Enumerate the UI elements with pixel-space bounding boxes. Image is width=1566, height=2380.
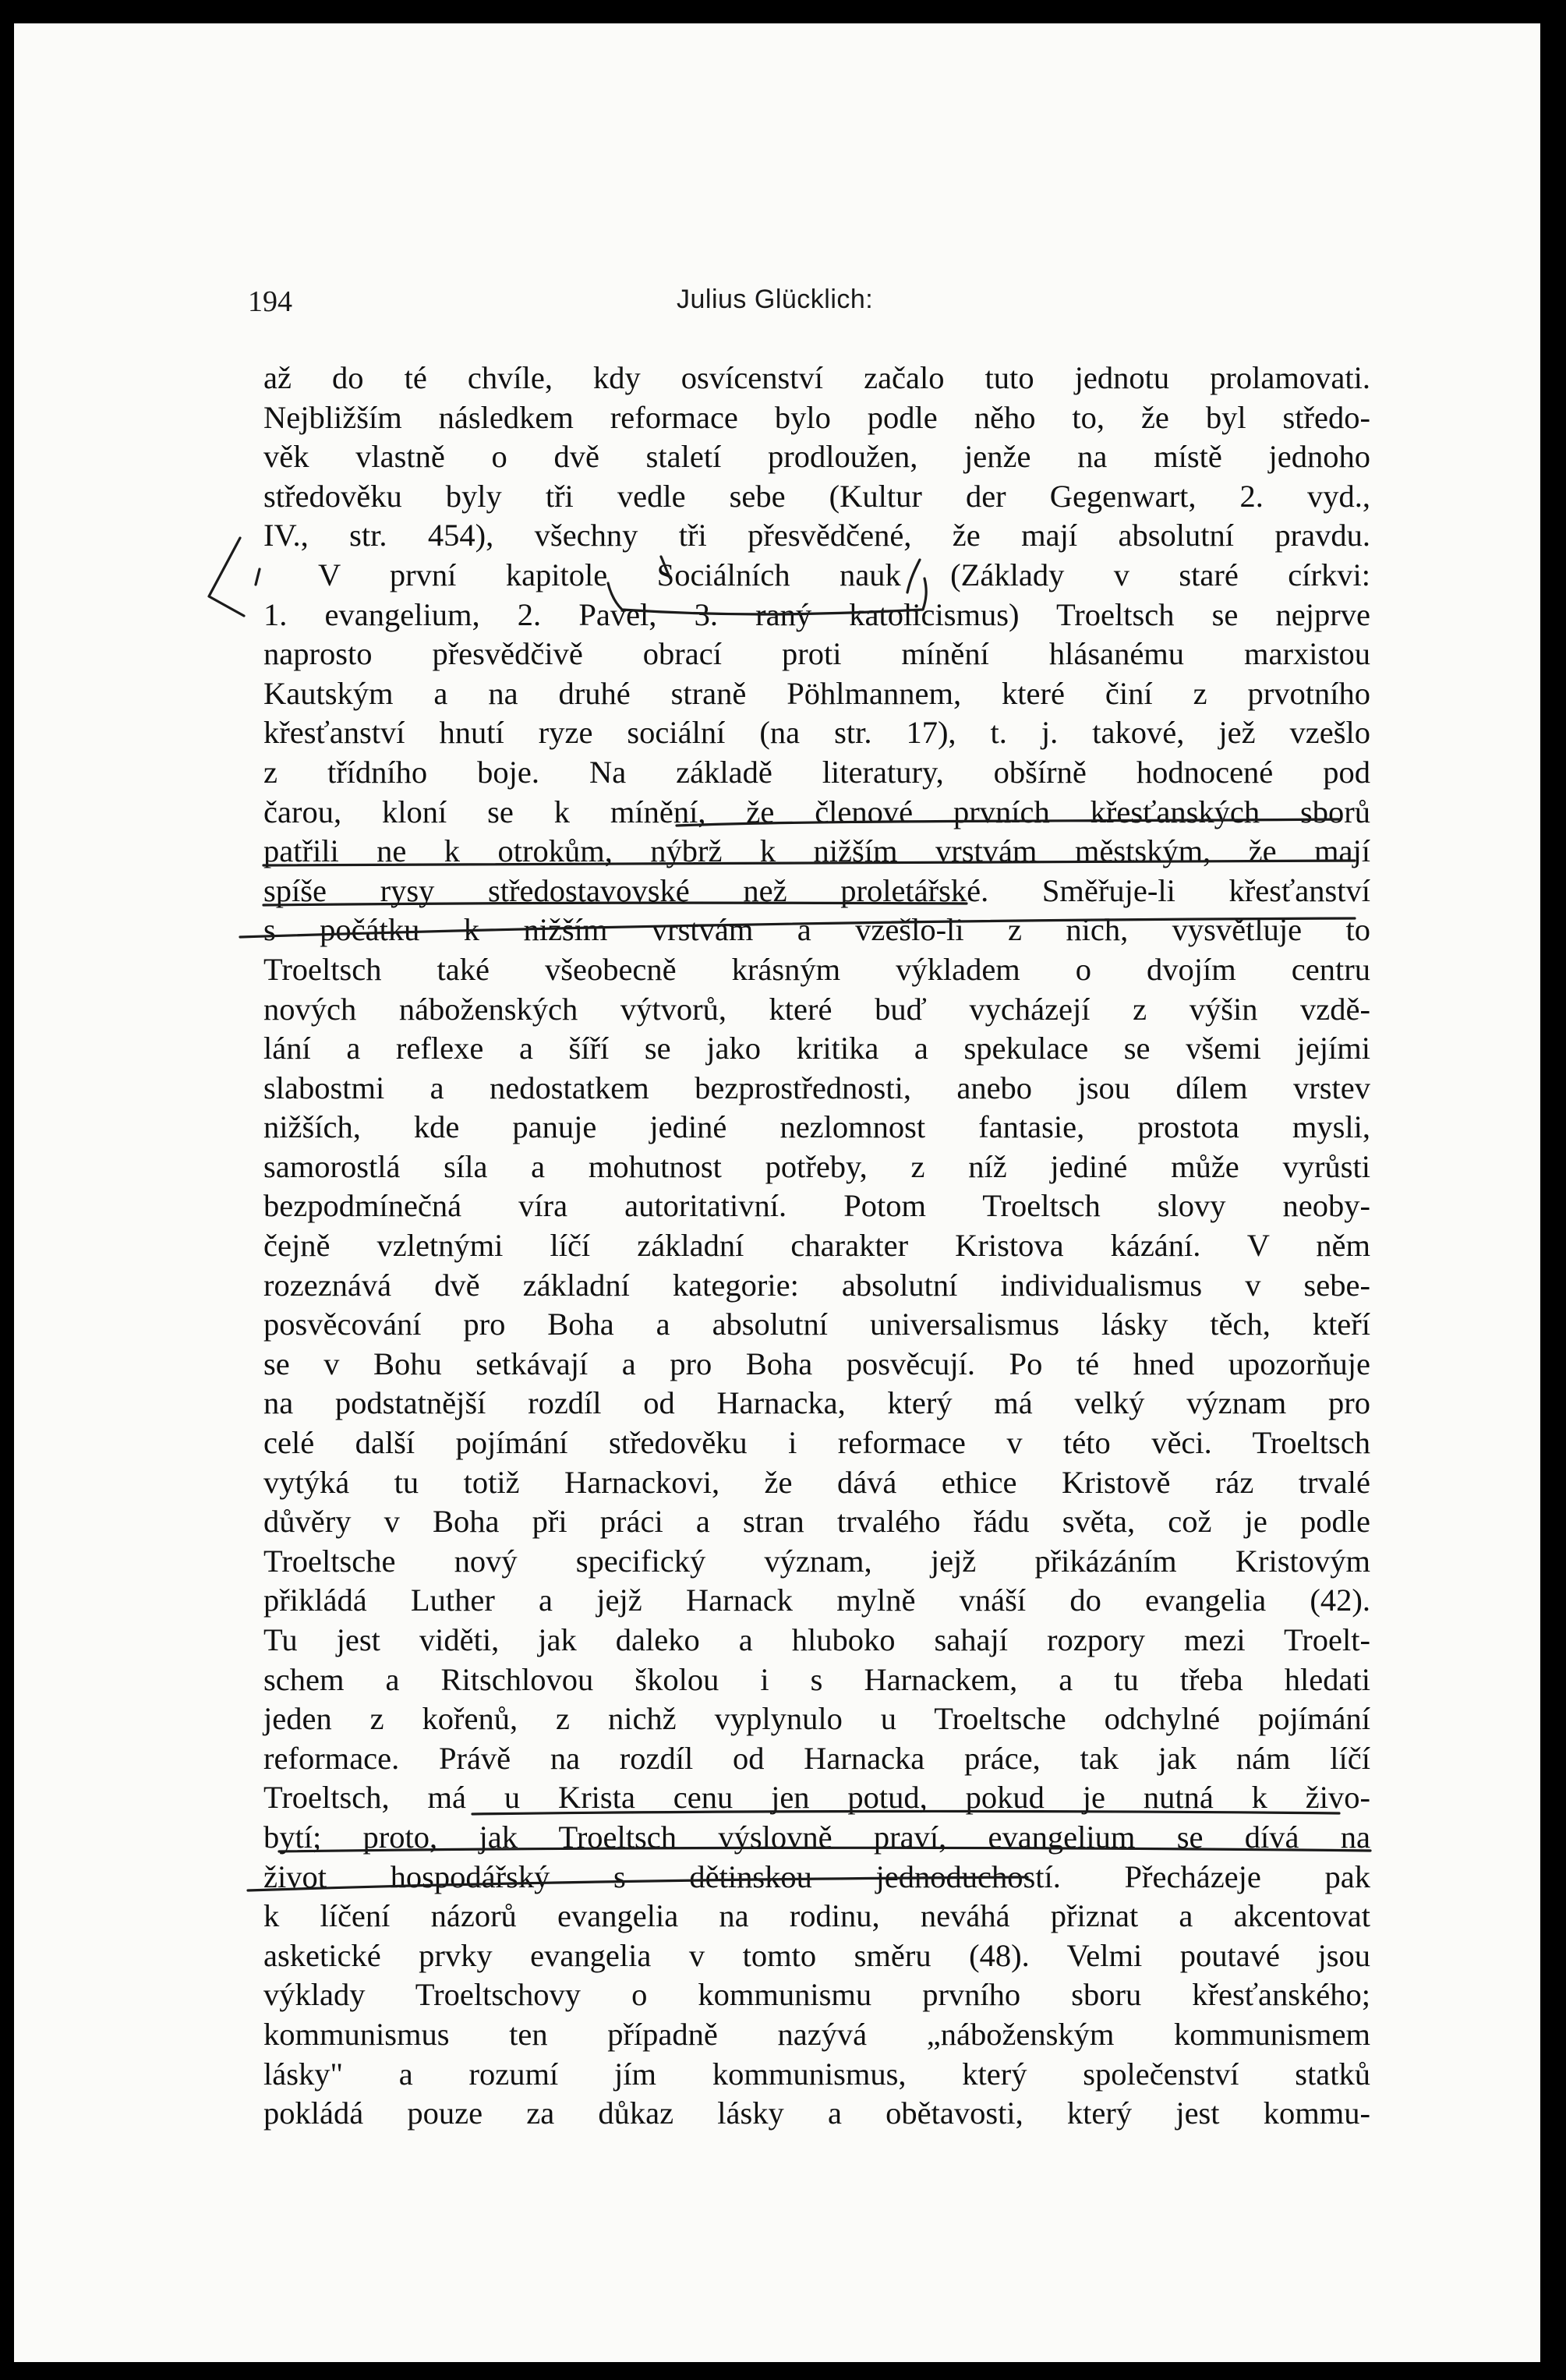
text-line: nových náboženských výtvorů, které buď vycházejí z výšin vzdě-: [263, 991, 1370, 1027]
text-line: reformace. Právě na rozdíl od Harnacka práce, tak jak nám líčí: [263, 1740, 1370, 1776]
text-line: Troeltsche nový specifický význam, jejž přikázáním Kristovým: [263, 1543, 1370, 1579]
margin-tick-mark: [256, 569, 260, 585]
text-line: bezpodmínečná víra autoritativní. Potom Troeltsch slovy neoby-: [263, 1188, 1370, 1224]
text-line: vytýká tu totiž Harnackovi, že dává ethice Kristově ráz trvalé: [263, 1464, 1370, 1500]
text-line: na podstatnější rozdíl od Harnacka, který má velký význam pro: [263, 1385, 1370, 1421]
margin-bracket-mark: [209, 538, 244, 616]
text-line: se v Bohu setkávají a pro Boha posvěcují. Po té hned upozorňuje: [263, 1346, 1370, 1381]
text-line: spíše rysy středostavovské než proletářské. Směřuje-li křesťanství: [263, 872, 1370, 908]
scan-speck: [1501, 1302, 1509, 1314]
text-line: k líčení názorů evangelia na rodinu, neváhá přiznat a akcentovat: [263, 1898, 1370, 1934]
text-line: Troeltsch také všeobecně krásným výkladem o dvojím centru: [263, 951, 1370, 987]
body-text: [263, 359, 1370, 2134]
text-line: celé další pojímání středověku i reformace v této věci. Troeltsch: [263, 1425, 1370, 1461]
text-line: přikládá Luther a jejž Harnack mylně vnáší do evangelia (42).: [263, 1583, 1370, 1618]
text-line: asketické prvky evangelia v tomto směru (48). Velmi poutavé jsou: [263, 1937, 1370, 1973]
book-page: [14, 23, 1540, 2362]
text-line: lásky" a rozumí jím kommunismus, který společenství statků: [263, 2056, 1370, 2092]
text-line: Kautským a na druhé straně Pöhlmannem, které činí z prvotního: [263, 675, 1370, 711]
text-line: bytí; proto, jak Troeltsch výslovně praví, evangelium se dívá na: [263, 1819, 1370, 1855]
text-line: věk vlastně o dvě staletí prodloužen, jenže na místě jednoho: [263, 439, 1370, 475]
text-line: středověku byly tři vedle sebe (Kultur der Gegenwart, 2. vyd.,: [263, 478, 1370, 514]
text-line: čejně vzletnými líčí základní charakter Kristova kázání. V něm: [263, 1228, 1370, 1264]
page-header: [14, 285, 1540, 331]
text-line: schem a Ritschlovou školou i s Harnackem, a tu třeba hledati: [263, 1661, 1370, 1697]
page-number: 194: [248, 285, 292, 318]
text-line: Troeltsch, má u Krista cenu jen potud, pokud je nutná k živo-: [263, 1780, 1370, 1816]
text-line: Tu jest viděti, jak daleko a hluboko sahají rozpory mezi Troelt-: [263, 1622, 1370, 1657]
text-line: samorostlá síla a mohutnost potřeby, z níž jediné může vyrůsti: [263, 1148, 1370, 1184]
text-line: naprosto přesvědčivě obrací proti mínění hlásanému marxistou: [263, 636, 1370, 672]
text-line: patřili ne k otrokům, nýbrž k nižším vrstvám městským, že mají: [263, 833, 1370, 869]
text-line: nižších, kde panuje jediné nezlomnost fantasie, prostota mysli,: [263, 1109, 1370, 1145]
text-line: Nejbližším následkem reformace bylo podle něho to, že byl středo-: [263, 399, 1370, 435]
text-line: slabostmi a nedostatkem bezprostřednosti, anebo jsou dílem vrstev: [263, 1070, 1370, 1105]
text-line: pokládá pouze za důkaz lásky a obětavosti, který jest kommu-: [263, 2095, 1370, 2131]
text-line: s počátku k nižším vrstvám a vzešlo-li z nich, vysvětluje to: [263, 912, 1370, 948]
text-line: jeden z kořenů, z nichž vyplynulo u Troeltsche odchylné pojímání: [263, 1701, 1370, 1737]
text-line: z třídního boje. Na základě literatury, obšírně hodnocené pod: [263, 754, 1370, 790]
text-line: kommunismus ten případně nazývá „náboženským kommunismem: [263, 2016, 1370, 2052]
text-line: křesťanství hnutí ryze sociální (na str. 17), t. j. takové, jež vzešlo: [263, 715, 1370, 751]
text-line: až do té chvíle, kdy osvícenství začalo tuto jednotu prolamovati.: [263, 360, 1370, 395]
text-line: čarou, kloní se k mínění, že členové prvních křesťanských sborů: [263, 794, 1370, 829]
text-line: posvěcování pro Boha a absolutní universalismus lásky těch, kteří: [263, 1307, 1370, 1342]
text-line: lání a reflexe a šíří se jako kritika a spekulace se všemi jejími: [263, 1031, 1370, 1066]
text-line: IV., str. 454), všechny tři přesvědčené, že mají absolutní pravdu.: [263, 518, 1370, 553]
text-line: rozeznává dvě základní kategorie: absolutní individualismus v sebe-: [263, 1267, 1370, 1303]
text-line: výklady Troeltschovy o kommunismu prvního sboru křesťanského;: [263, 1977, 1370, 2013]
text-line: život hospodářský s dětinskou jednoduchostí. Přecházeje pak: [263, 1858, 1370, 1894]
text-line: V první kapitole Sociálních nauk (Základy v staré církvi:: [318, 557, 1370, 592]
text-line: 1. evangelium, 2. Pavel, 3. raný katolicismus) Troeltsch se nejprve: [263, 596, 1370, 632]
text-line: důvěry v Boha při práci a stran trvalého řádu světa, což je podle: [263, 1504, 1370, 1540]
running-head: Julius Glücklich:: [677, 285, 874, 314]
